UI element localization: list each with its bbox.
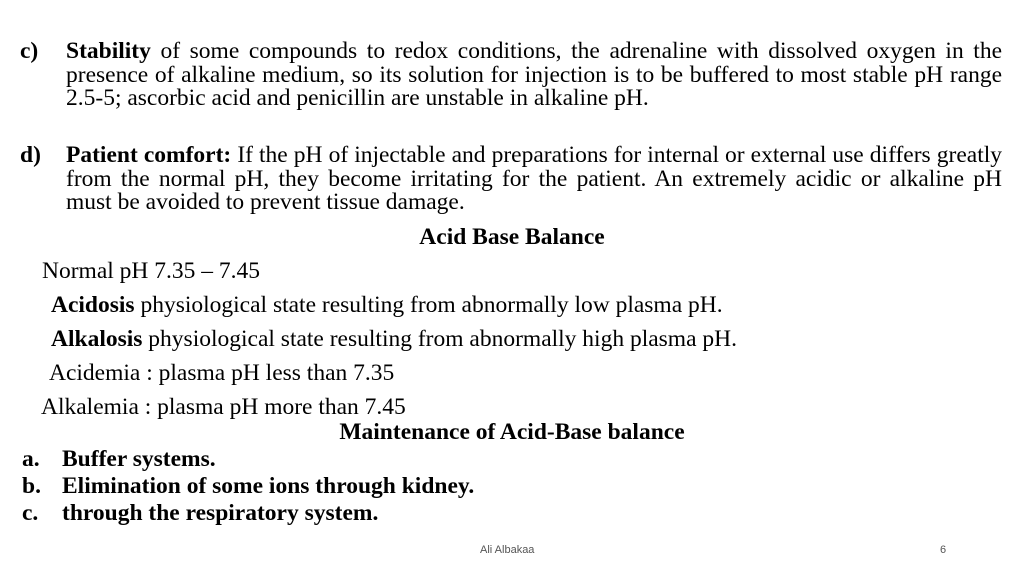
item-c-marker: c) xyxy=(20,38,39,64)
footer-page-number: 6 xyxy=(940,544,947,556)
acidosis-text: physiological state resulting from abnormally low plasma pH. xyxy=(134,292,723,318)
acidosis-line xyxy=(51,292,723,318)
item-c-body xyxy=(66,40,1002,111)
item-d-patient-comfort xyxy=(20,144,1002,215)
item-c-stability xyxy=(20,40,1002,111)
alkalosis-line xyxy=(51,326,737,352)
maintenance-item-c-marker: c. xyxy=(22,500,39,526)
maintenance-item-a-text: Buffer systems. xyxy=(62,446,216,472)
maintenance-item-a xyxy=(22,446,216,472)
maintenance-item-b-marker: b. xyxy=(22,473,41,499)
maintenance-item-c xyxy=(22,500,378,526)
alkalemia-line: Alkalemia : plasma pH more than 7.45 xyxy=(41,394,406,420)
item-d-term: Patient comfort: xyxy=(66,142,232,168)
item-d-body xyxy=(66,144,1002,215)
item-c-term: Stability xyxy=(66,38,151,64)
alkalosis-term: Alkalosis xyxy=(51,326,143,352)
acid-base-heading: Acid Base Balance xyxy=(419,224,605,250)
maintenance-item-b xyxy=(22,473,474,499)
alkalosis-text: physiological state resulting from abnormally high plasma pH. xyxy=(142,326,737,352)
maintenance-heading: Maintenance of Acid-Base balance xyxy=(339,419,685,445)
normal-ph-line: Normal pH 7.35 – 7.45 xyxy=(42,258,261,284)
maintenance-item-c-text: through the respiratory system. xyxy=(62,500,379,526)
item-d-text: If the pH of injectable and preparations for internal or external use differs greatly from the normal pH, they become irritating for the patient. An extremely acidic or alkaline pH must be avoided to prevent tissue damage. xyxy=(66,142,1002,215)
acidemia-line: Acidemia : plasma pH less than 7.35 xyxy=(49,360,395,386)
maintenance-item-a-marker: a. xyxy=(22,446,40,472)
item-c-text: of some compounds to redox conditions, the adrenaline with dissolved oxygen in the presence of alkaline medium, so its solution for injection is to be buffered to most stable pH range 2.5-5; ascorbic acid and penicillin are unstable in alkaline pH. xyxy=(66,38,1002,111)
maintenance-item-b-text: Elimination of some ions through kidney. xyxy=(62,473,475,499)
acidosis-term: Acidosis xyxy=(51,292,135,318)
item-d-marker: d) xyxy=(20,142,41,168)
footer-author: Ali Albakaa xyxy=(480,544,535,556)
